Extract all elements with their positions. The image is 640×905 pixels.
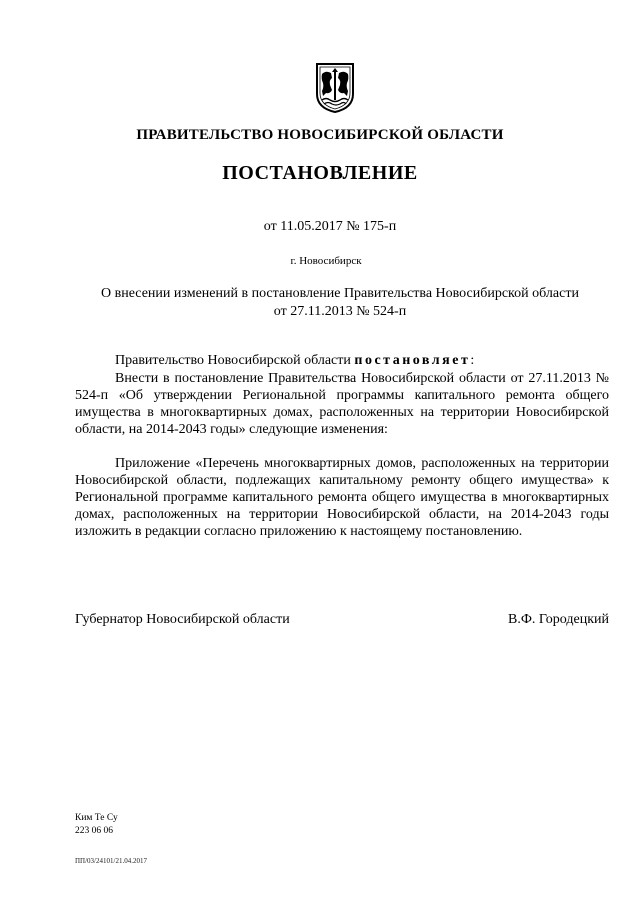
subject-line-2: от 27.11.2013 № 524-п xyxy=(273,304,407,319)
document-date-number: от 11.05.2017 № 175-п xyxy=(263,219,397,234)
body-paragraph-1 xyxy=(75,370,609,438)
executor-phone: 223 06 06 xyxy=(75,826,113,836)
document-city: г. Новосибирск xyxy=(290,255,362,267)
document-type: ПОСТАНОВЛЕНИЕ xyxy=(222,162,418,184)
intro-text: Правительство Новосибирской области xyxy=(115,353,351,368)
signatory-name: В.Ф. Городецкий xyxy=(508,612,609,627)
executor-name: Ким Те Су xyxy=(75,813,118,823)
body-paragraph-2 xyxy=(75,455,609,540)
body-paragraph-2-text: Приложение «Перечень многоквартирных домов, расположенных на территории Новосибирской области, подлежащих капитальному ремонту общего имущества» к Региональной программе капитального ремонта общего имущества в многоквартирных домах, расположенных на территории Новосибирской области, на 2014-2043 годы изложить в редакции согласно приложению к настоящему постановлению. xyxy=(75,456,609,539)
subject-line-1: О внесении изменений в постановление Правительства Новосибирской области xyxy=(101,286,579,301)
intro-verb: постановляет xyxy=(354,353,471,368)
signatory-position: Губернатор Новосибирской области xyxy=(75,612,290,627)
government-name: ПРАВИТЕЛЬСТВО НОВОСИБИРСКОЙ ОБЛАСТИ xyxy=(136,127,504,143)
body-paragraph-1-text: Внести в постановление Правительства Новосибирской области от 27.11.2013 № 524-п «Об утверждении Региональной программы капитального ремонта общего имущества в многоквартирных домах, расположенных на территории Новосибирской области, на 2014-2043 годы» следующие изменения: xyxy=(75,371,609,437)
executor-block xyxy=(75,812,118,838)
document-subject xyxy=(70,285,610,321)
footer-code: ПП/03/24101/21.04.2017 xyxy=(75,857,147,865)
novosibirsk-coat-of-arms-icon xyxy=(314,60,356,114)
signature-block xyxy=(75,612,609,628)
intro-colon: : xyxy=(470,353,475,368)
intro-paragraph xyxy=(75,352,609,369)
